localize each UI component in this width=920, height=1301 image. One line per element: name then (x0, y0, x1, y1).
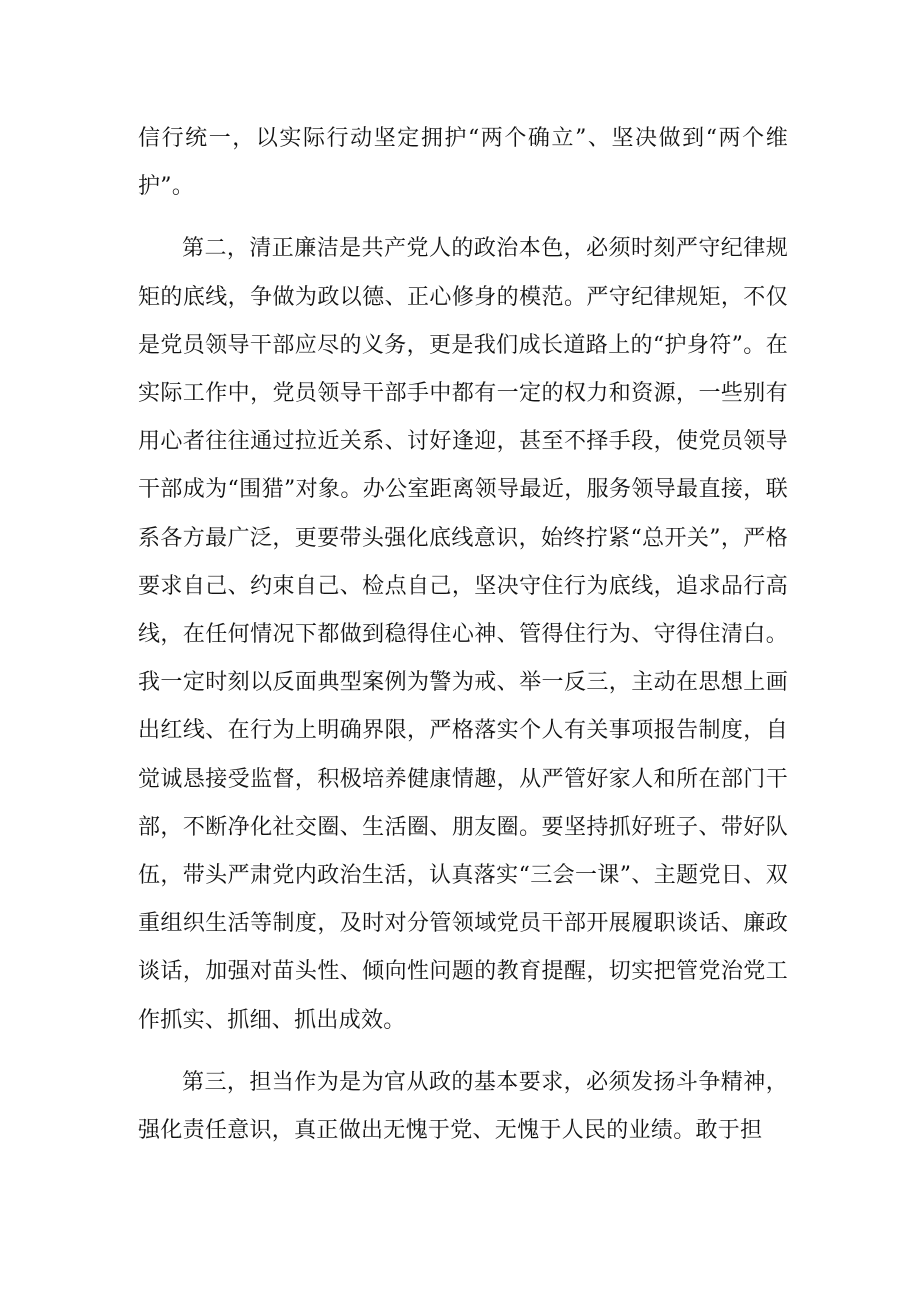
paragraph-third-point: 第三，担当作为是为官从政的基本要求，必须发扬斗争精神，强化责任意识，真正做出无愧于党、无愧于人民的业绩。敢于担 (138, 1069, 788, 1144)
paragraph-second-point: 第二，清正廉洁是共产党人的政治本色，必须时刻严守纪律规矩的底线，争做为政以德、正心修身的模范。严守纪律规矩，不仅是党员领导干部应尽的义务，更是我们成长道路上的“护身符”。在实际工作中，党员领导干部手中都有一定的权力和资源，一些别有用心者往往通过拉近关系、讨好逢迎，甚至不择手段，使党员领导干部成为“围猎”对象。办公室距离领导最近，服务领导最直接，联系各方最广泛，更要带头强化底线意识，始终拧紧“总开关”，严格要求自己、约束自己、检点自己，坚决守住行为底线，追求品行高线，在任何情况下都做到稳得住心神、管得住行为、守得住清白。我一定时刻以反面典型案例为警为戒、举一反三，主动在思想上画出红线、在行为上明确界限，严格落实个人有关事项报告制度，自觉诚恳接受监督，积极培养健康情趣，从严管好家人和所在部门干部，不断净化社交圈、生活圈、朋友圈。要坚持抓好班子、带好队伍，带头严肃党内政治生活，认真落实“三会一课”、主题党日、双重组织生活等制度，及时对分管领域党员干部开展履职谈话、廉政谈话，加强对苗头性、倾向性问题的教育提醒，切实把管党治党工作抓实、抓细、抓出成效。 (138, 236, 788, 1033)
document-body (138, 115, 788, 1155)
paragraph-continuation: 信行统一，以实际行动坚定拥护“两个确立”、坚决做到“两个维护”。 (138, 126, 788, 200)
